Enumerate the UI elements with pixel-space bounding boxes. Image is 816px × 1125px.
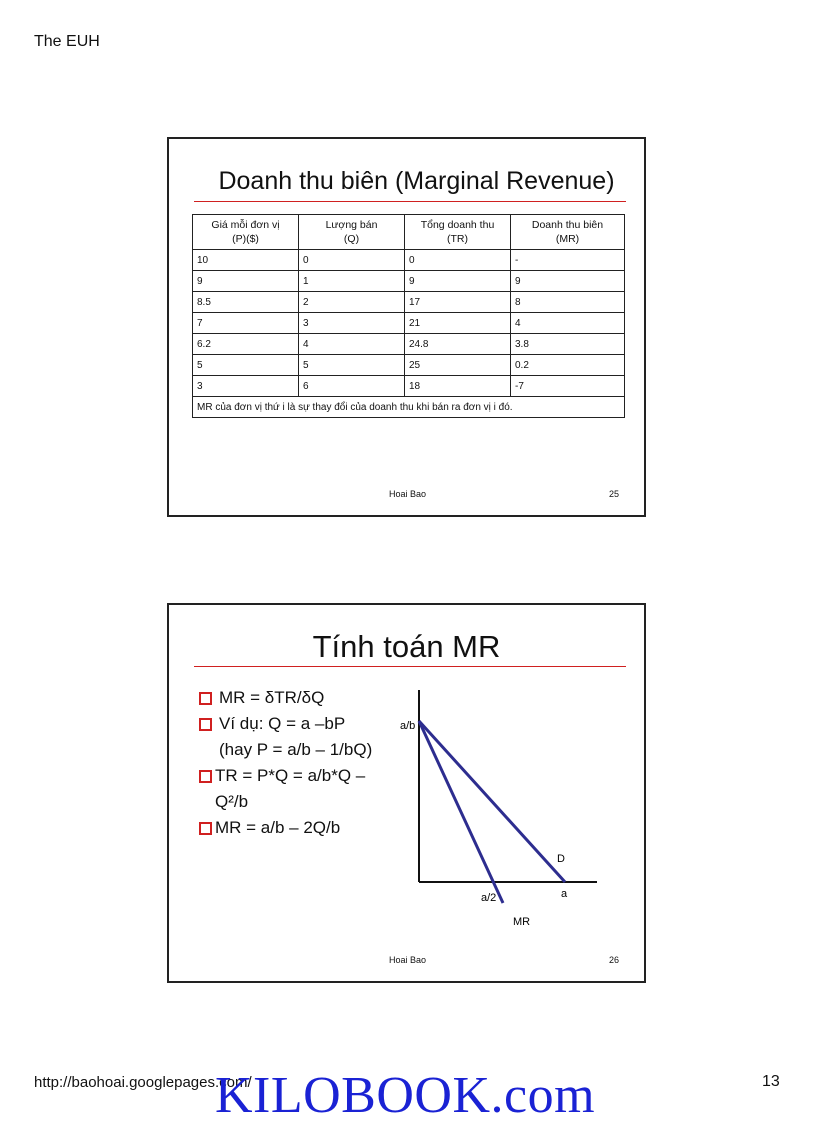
bullet-item: [199, 711, 372, 763]
slide-author: Hoai Bao: [389, 955, 427, 965]
slide-title: Tính toán MR: [312, 629, 501, 664]
cell: 21: [405, 313, 511, 334]
cell: 9: [405, 271, 511, 292]
cell: 8: [511, 292, 625, 313]
table-row: [193, 292, 625, 313]
bullet-text: MR = δTR/δQ: [219, 688, 325, 707]
kilobook-watermark: KILOBOOK.com: [215, 1067, 596, 1124]
bullet-text: TR = P*Q = a/b*Q –: [215, 766, 366, 785]
table-row: [193, 271, 625, 292]
table-row: [193, 376, 625, 397]
column-header-marginal-revenue: Doanh thu biên (MR): [511, 215, 625, 250]
bullet-text: Ví dụ: Q = a –bP: [219, 714, 346, 733]
label-mr: MR: [513, 916, 531, 928]
table-note: MR của đơn vị thứ i là sự thay đổi của doanh thu khi bán ra đơn vị i đó.: [193, 397, 625, 418]
slide-author: Hoai Bao: [389, 489, 427, 499]
cell: 3: [193, 376, 299, 397]
checkbox-bullet-icon: [199, 692, 212, 705]
checkbox-bullet-icon: [199, 822, 212, 835]
cell: -7: [511, 376, 625, 397]
title-divider: [194, 201, 626, 202]
cell: 0: [299, 250, 405, 271]
footer-url[interactable]: http://baohoai.googlepages.com/: [34, 1074, 252, 1091]
slide-number: 26: [609, 955, 620, 965]
cell: 24.8: [405, 334, 511, 355]
bullet-text: MR = a/b – 2Q/b: [215, 818, 341, 837]
slide-number: 25: [609, 489, 620, 499]
cell: 5: [299, 355, 405, 376]
cell: 25: [405, 355, 511, 376]
table-row: [193, 355, 625, 376]
label-a-over-b: a/b: [400, 720, 416, 732]
cell: 4: [511, 313, 625, 334]
cell: 0.2: [511, 355, 625, 376]
title-divider: [194, 666, 626, 667]
marginal-revenue-table: [192, 214, 625, 418]
cell: 17: [405, 292, 511, 313]
cell: 18: [405, 376, 511, 397]
bullet-item: [199, 763, 372, 815]
cell: 3.8: [511, 334, 625, 355]
checkbox-bullet-icon: [199, 770, 212, 783]
table-header-row: [193, 215, 625, 250]
bullet-text: Q²/b: [215, 792, 249, 811]
bullet-text: (hay P = a/b – 1/bQ): [219, 740, 373, 759]
bullet-item: [199, 685, 372, 711]
document-header: The EUH: [34, 33, 100, 50]
cell: 2: [299, 292, 405, 313]
checkbox-bullet-icon: [199, 718, 212, 731]
column-header-total-revenue: Tổng doanh thu (TR): [405, 215, 511, 250]
bullet-list: [199, 685, 372, 841]
column-header-quantity: Lượng bán (Q): [299, 215, 405, 250]
cell: 9: [511, 271, 625, 292]
mr-curve: [419, 721, 503, 903]
table-note-row: [193, 397, 625, 418]
cell: 8.5: [193, 292, 299, 313]
slide-26: [167, 603, 646, 983]
page-number: 13: [762, 1073, 780, 1090]
cell: 6: [299, 376, 405, 397]
cell: 0: [405, 250, 511, 271]
demand-mr-graph: [399, 685, 604, 940]
demand-curve: [419, 721, 565, 882]
label-a: a: [561, 888, 568, 900]
cell: -: [511, 250, 625, 271]
cell: 3: [299, 313, 405, 334]
table-row: [193, 250, 625, 271]
cell: 4: [299, 334, 405, 355]
cell: 6.2: [193, 334, 299, 355]
cell: 5: [193, 355, 299, 376]
cell: 1: [299, 271, 405, 292]
cell: 7: [193, 313, 299, 334]
label-demand: D: [557, 853, 565, 865]
slide-title: Doanh thu biên (Marginal Revenue): [218, 167, 615, 195]
bullet-item: [199, 815, 372, 841]
slide-25: [167, 137, 646, 517]
table-row: [193, 313, 625, 334]
label-a-over-2: a/2: [481, 892, 497, 904]
cell: 10: [193, 250, 299, 271]
table-row: [193, 334, 625, 355]
column-header-price: Giá mỗi đơn vị (P)($): [193, 215, 299, 250]
cell: 9: [193, 271, 299, 292]
